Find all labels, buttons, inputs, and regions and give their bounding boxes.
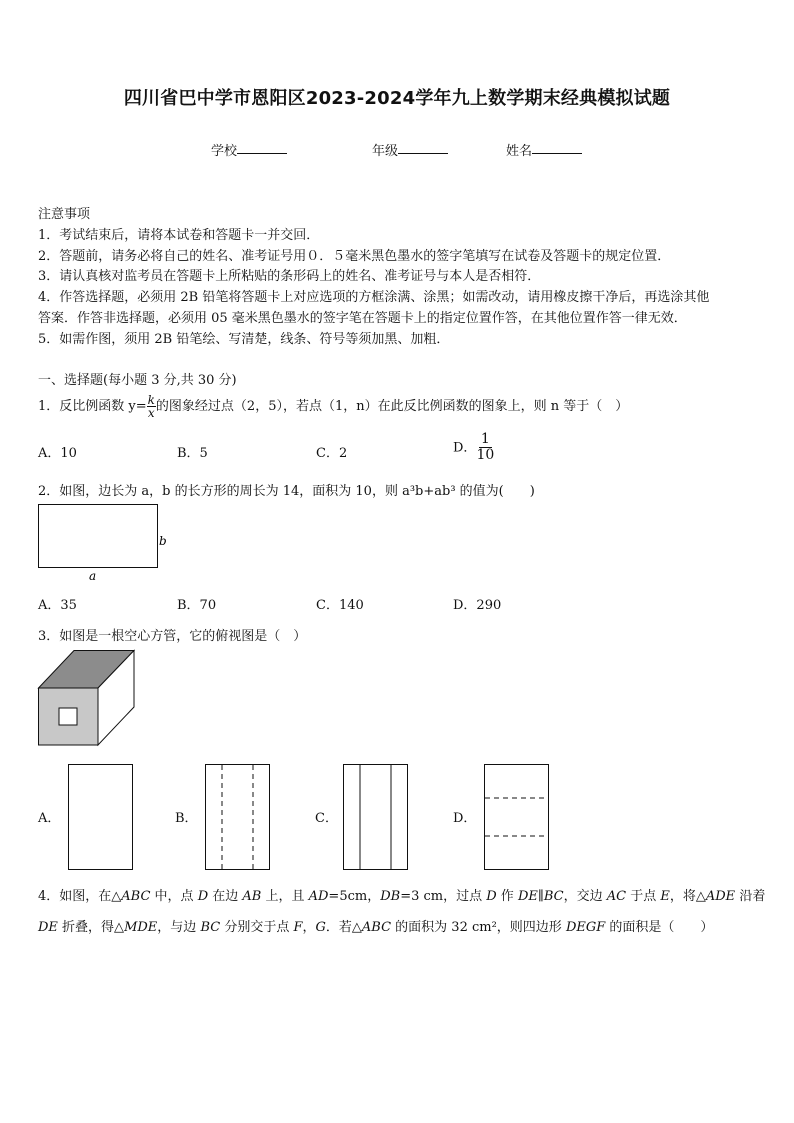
math-var: DE (517, 889, 538, 904)
text: ，交边 (563, 889, 607, 904)
q3-option-a: A． (38, 811, 61, 826)
q3-option-b: B． (175, 811, 198, 826)
q1-text-end: 的图象经过点（2，5），若点（1，n）在此反比例函数的图象上，则 n 等于（ ） (155, 399, 629, 414)
math-var: D (197, 889, 209, 904)
math-var: AD (308, 889, 329, 904)
grade-label: 年级 (372, 144, 399, 159)
text: ，与边 (157, 920, 201, 935)
note-item: 1．考试结束后，请将本试卷和答题卡一并交回． (38, 228, 320, 243)
fraction-numerator: 1 (480, 431, 490, 447)
note-item: 2．答题前，请务必将自己的姓名、准考证号用０．５毫米黑色墨水的签字笔填写在试卷及答题卡的规定位置． (38, 249, 671, 264)
grade-field (372, 140, 398, 159)
math-var: E (660, 889, 670, 904)
text: 作 (496, 889, 518, 904)
text: 4．如图，在△ (38, 889, 122, 904)
fraction-denominator: x (147, 406, 155, 420)
tube-hole (59, 708, 77, 725)
text: 于点 (626, 889, 661, 904)
grade-blank (398, 140, 448, 154)
notes-heading: 注意事项 (38, 207, 91, 222)
text: =5cm， (328, 889, 381, 904)
text: ．若△ (325, 920, 362, 935)
option-c-rect (344, 765, 408, 870)
math-var: AB (242, 889, 262, 904)
fraction-one-tenth (476, 432, 494, 464)
text: 的面积是（ ） (605, 920, 714, 935)
math-var: ADE (705, 889, 736, 904)
q1-option-c: C．2 (316, 446, 348, 461)
rectangle-figure (38, 504, 178, 584)
option-a-rect (69, 765, 133, 870)
question-2: 2．如图，边长为 a，b 的长方形的周长为 14，面积为 10，则 a³b+ab³ 的值为( ) (38, 484, 535, 499)
question-3: 3．如图是一根空心方管，它的俯视图是（ ） (38, 629, 307, 644)
label-a: a (89, 569, 97, 583)
text: 上，且 (261, 889, 309, 904)
q2-option-c: C．140 (316, 598, 364, 613)
option-b-figure (205, 764, 271, 872)
text: ， (302, 920, 316, 935)
q1-text-start: 1．反比例函数 y= (38, 399, 147, 414)
hollow-square-tube-figure (38, 650, 138, 748)
rectangle-shape (39, 505, 158, 568)
text: ∥ (537, 889, 544, 904)
math-var: D (486, 889, 497, 904)
math-var: AC (606, 889, 627, 904)
note-item: 5．如需作图，须用 2B 铅笔绘、写清楚，线条、符号等须加黑、加粗． (38, 332, 450, 347)
q3-option-c: C． (315, 811, 338, 826)
math-var: G (315, 920, 326, 935)
text: 分别交于点 (220, 920, 294, 935)
option-d-figure (484, 764, 550, 872)
label-b: b (159, 534, 167, 548)
math-var: DEGF (565, 920, 606, 935)
math-var: DE (38, 920, 58, 935)
q1-option-d (453, 432, 494, 464)
exam-title: 四川省巴中学市恩阳区2023-2024学年九上数学期末经典模拟试题 (123, 88, 671, 109)
name-blank (532, 140, 582, 154)
option-b-rect (206, 765, 270, 870)
text: =3 cm，过点 (400, 889, 487, 904)
question-4-line-1 (38, 885, 765, 904)
q1-option-a: A．10 (38, 446, 77, 461)
q3-option-d: D． (453, 811, 477, 826)
fraction-k-over-x (147, 394, 156, 419)
text: 中，点 (150, 889, 198, 904)
q1-option-d-label: D． (453, 440, 477, 456)
name-label: 姓名 (506, 144, 533, 159)
note-item: 3．请认真核对监考员在答题卡上所粘贴的条形码上的姓名、准考证号与本人是否相符． (38, 269, 541, 284)
math-var: BC (543, 889, 564, 904)
text: 折叠，得△ (57, 920, 125, 935)
q2-option-b: B．70 (177, 598, 217, 613)
math-var: F (293, 920, 303, 935)
option-c-figure (343, 764, 409, 872)
question-4-line-2 (38, 916, 713, 935)
q2-option-d: D．290 (453, 598, 502, 613)
math-var: BC (200, 920, 221, 935)
note-item: 4．作答选择题，必须用 2B 铅笔将答题卡上对应选项的方框涂满、涂黑；如需改动，请用橡皮擦干净后，再选涂其他 (38, 290, 710, 305)
math-var: DB (380, 889, 401, 904)
school-label: 学校 (211, 144, 238, 159)
q1-option-b: B．5 (177, 446, 208, 461)
text: 的面积为 32 cm²，则四边形 (391, 920, 566, 935)
note-item: 答案．作答非选择题，必须用 05 毫米黑色墨水的签字笔在答题卡上的指定位置作答，在其他位置作答一律无效． (38, 311, 687, 326)
section-heading: 一、选择题(每小题 3 分,共 30 分) (38, 373, 237, 388)
option-d-rect (485, 765, 549, 870)
math-var: MDE (124, 920, 158, 935)
question-1 (38, 394, 628, 419)
math-var: ABC (361, 920, 392, 935)
fraction-denominator: 10 (476, 447, 495, 464)
text: ，将△ (669, 889, 706, 904)
q2-option-a: A．35 (38, 598, 77, 613)
fraction-numerator: k (147, 393, 155, 407)
option-a-figure (68, 764, 134, 872)
school-field (211, 140, 237, 159)
text: 在边 (208, 889, 243, 904)
name-field (506, 140, 532, 159)
math-var: ABC (121, 889, 151, 904)
text: 沿着 (735, 889, 766, 904)
school-blank (237, 140, 287, 154)
